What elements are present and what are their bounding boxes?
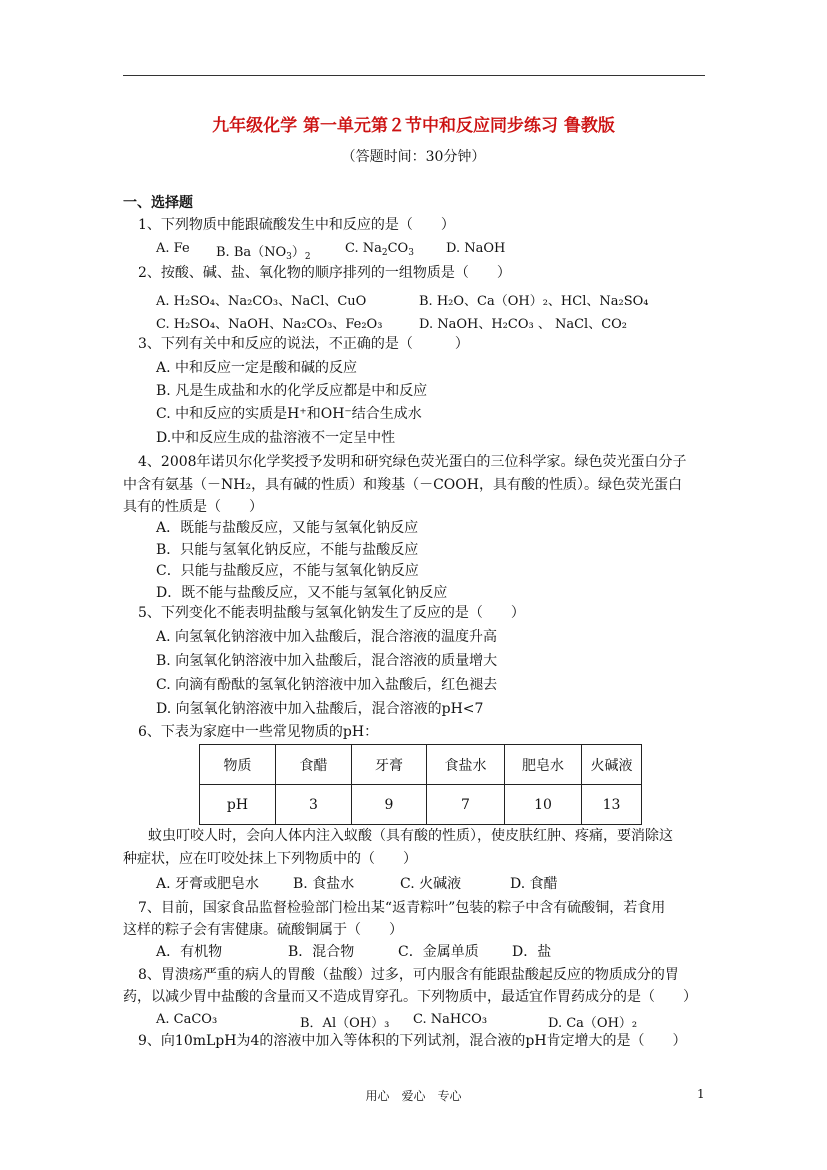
q8-option-a: A. CaCO₃ [156, 1012, 218, 1027]
q2-option-c: C. H₂SO₄、NaOH、Na₂CO₃、Fe₂O₃ [156, 317, 383, 332]
q8-option-c: C. NaHCO₃ [413, 1012, 488, 1027]
table-header-cell: 火碱液 [582, 745, 642, 785]
q2-option-d: D. NaOH、H₂CO₃ 、 NaCl、CO₂ [419, 317, 628, 332]
table-header-cell: 牙膏 [352, 745, 427, 785]
q6-option-b: B. 食盐水 [293, 876, 355, 892]
table-cell: 10 [505, 785, 582, 825]
header-rule [123, 75, 705, 76]
q1-option-a: A. Fe [156, 241, 190, 256]
q4-option-d: D．既不能与盐酸反应，又不能与氢氧化钠反应 [156, 585, 448, 601]
ph-table-header-row [200, 745, 642, 785]
ph-table [199, 744, 642, 825]
q6-option-d: D. 食醋 [510, 876, 558, 892]
question-7-line-1: 7、目前，国家食品监督检验部门检出某“返青粽叶”包装的粽子中含有硫酸铜，若食用 [138, 900, 666, 916]
q3-option-b: B. 凡是生成盐和水的化学反应都是中和反应 [156, 383, 428, 399]
q2-option-a: A. H₂SO₄、Na₂CO₃、NaCl、CuO [156, 294, 367, 309]
question-1-stem: 1、下列物质中能跟硫酸发生中和反应的是（ ） [138, 217, 455, 233]
q8-option-d: D. Ca（OH）₂ [548, 1016, 638, 1031]
q3-option-c: C. 中和反应的实质是H⁺和OH⁻结合生成水 [156, 406, 422, 422]
q3-option-d: D.中和反应生成的盐溶液不一定呈中性 [156, 430, 396, 446]
question-8-line-1: 8、胃溃疡严重的病人的胃酸（盐酸）过多，可内服含有能跟盐酸起反应的物质成分的胃 [138, 967, 679, 983]
section-title: 一、选择题 [123, 195, 193, 211]
table-cell: 9 [352, 785, 427, 825]
table-header-cell: 物质 [200, 745, 276, 785]
q8-option-b: B．Al（OH）₃ [300, 1016, 390, 1031]
question-6-stem: 6、下表为家庭中一些常见物质的pH： [138, 724, 379, 740]
question-6-line-1: 蚊虫叮咬人时，会向人体内注入蚁酸（具有酸的性质），使皮肤红肿、疼痛，要消除这 [148, 828, 673, 844]
question-6-line-2: 种症状，应在叮咬处抹上下列物质中的（ ） [123, 851, 417, 867]
question-2-stem: 2、按酸、碱、盐、氧化物的顺序排列的一组物质是（ ） [138, 265, 511, 281]
table-cell: 7 [427, 785, 505, 825]
q2-option-b: B. H₂O、Ca（OH）₂、HCl、Na₂SO₄ [419, 294, 649, 309]
q5-option-a: A. 向氢氧化钠溶液中加入盐酸后，混合溶液的温度升高 [156, 629, 498, 645]
question-8-line-2: 药，以减少胃中盐酸的含量而又不造成胃穿孔。下列物质中，最适宜作胃药成分的是（ ） [123, 989, 697, 1005]
question-4-line-2: 中含有氨基（－NH₂，具有碱的性质）和羧基（－COOH，具有酸的性质）。绿色荧光蛋白 [123, 477, 682, 493]
table-cell: 3 [276, 785, 352, 825]
q7-option-a: A．有机物 [156, 944, 223, 960]
q5-option-c: C. 向滴有酚酞的氢氧化钠溶液中加入盐酸后，红色褪去 [156, 677, 498, 693]
ph-table-value-row [200, 785, 642, 825]
q4-option-a: A．既能与盐酸反应，又能与氢氧化钠反应 [156, 520, 419, 536]
q5-option-b: B. 向氢氧化钠溶液中加入盐酸后，混合溶液的质量增大 [156, 653, 498, 669]
question-3-stem: 3、下列有关中和反应的说法，不正确的是（ ） [138, 336, 469, 352]
q7-option-c: C．金属单质 [398, 944, 479, 960]
page-footer: 用心 爱心 专心 [365, 1089, 462, 1103]
table-header-cell: 食盐水 [427, 745, 505, 785]
page-title: 九年级化学 第一单元第２节中和反应同步练习 鲁教版 [212, 116, 615, 136]
q1-option-b: B. $Ba(NO_3)_2$ [216, 245, 311, 262]
q4-option-c: C．只能与盐酸反应，不能与氢氧化钠反应 [156, 563, 419, 579]
question-9-stem: 9、向10mLpH为4的溶液中加入等体积的下列试剂，混合液的pH肯定增大的是（ ） [138, 1033, 687, 1049]
q1-option-c: C. $Na_2CO_3$ [345, 241, 414, 258]
table-header-cell: 肥皂水 [505, 745, 582, 785]
question-4-line-3: 具有的性质是（ ） [123, 499, 263, 515]
q7-option-b: B．混合物 [288, 944, 355, 960]
table-cell: pH [200, 785, 276, 825]
q5-option-d: D. 向氢氧化钠溶液中加入盐酸后，混合溶液的pH<7 [156, 701, 484, 717]
question-5-stem: 5、下列变化不能表明盐酸与氢氧化钠发生了反应的是（ ） [138, 605, 525, 621]
q1-option-d: D. NaOH [446, 241, 506, 256]
q6-option-a: A. 牙膏或肥皂水 [156, 876, 260, 892]
q6-option-c: C. 火碱液 [400, 876, 462, 892]
page-number: 1 [697, 1087, 705, 1101]
q4-option-b: B．只能与氢氧化钠反应，不能与盐酸反应 [156, 542, 419, 558]
table-cell: 13 [582, 785, 642, 825]
q7-option-d: D．盐 [512, 944, 552, 960]
q3-option-a: A. 中和反应一定是酸和碱的反应 [156, 360, 358, 376]
page-subtitle: （答题时间：30分钟） [341, 149, 486, 165]
question-4-line-1: 4、2008年诺贝尔化学奖授予发明和研究绿色荧光蛋白的三位科学家。绿色荧光蛋白分子 [138, 454, 687, 470]
question-7-line-2: 这样的粽子会有害健康。硫酸铜属于（ ） [123, 922, 403, 938]
table-header-cell: 食醋 [276, 745, 352, 785]
